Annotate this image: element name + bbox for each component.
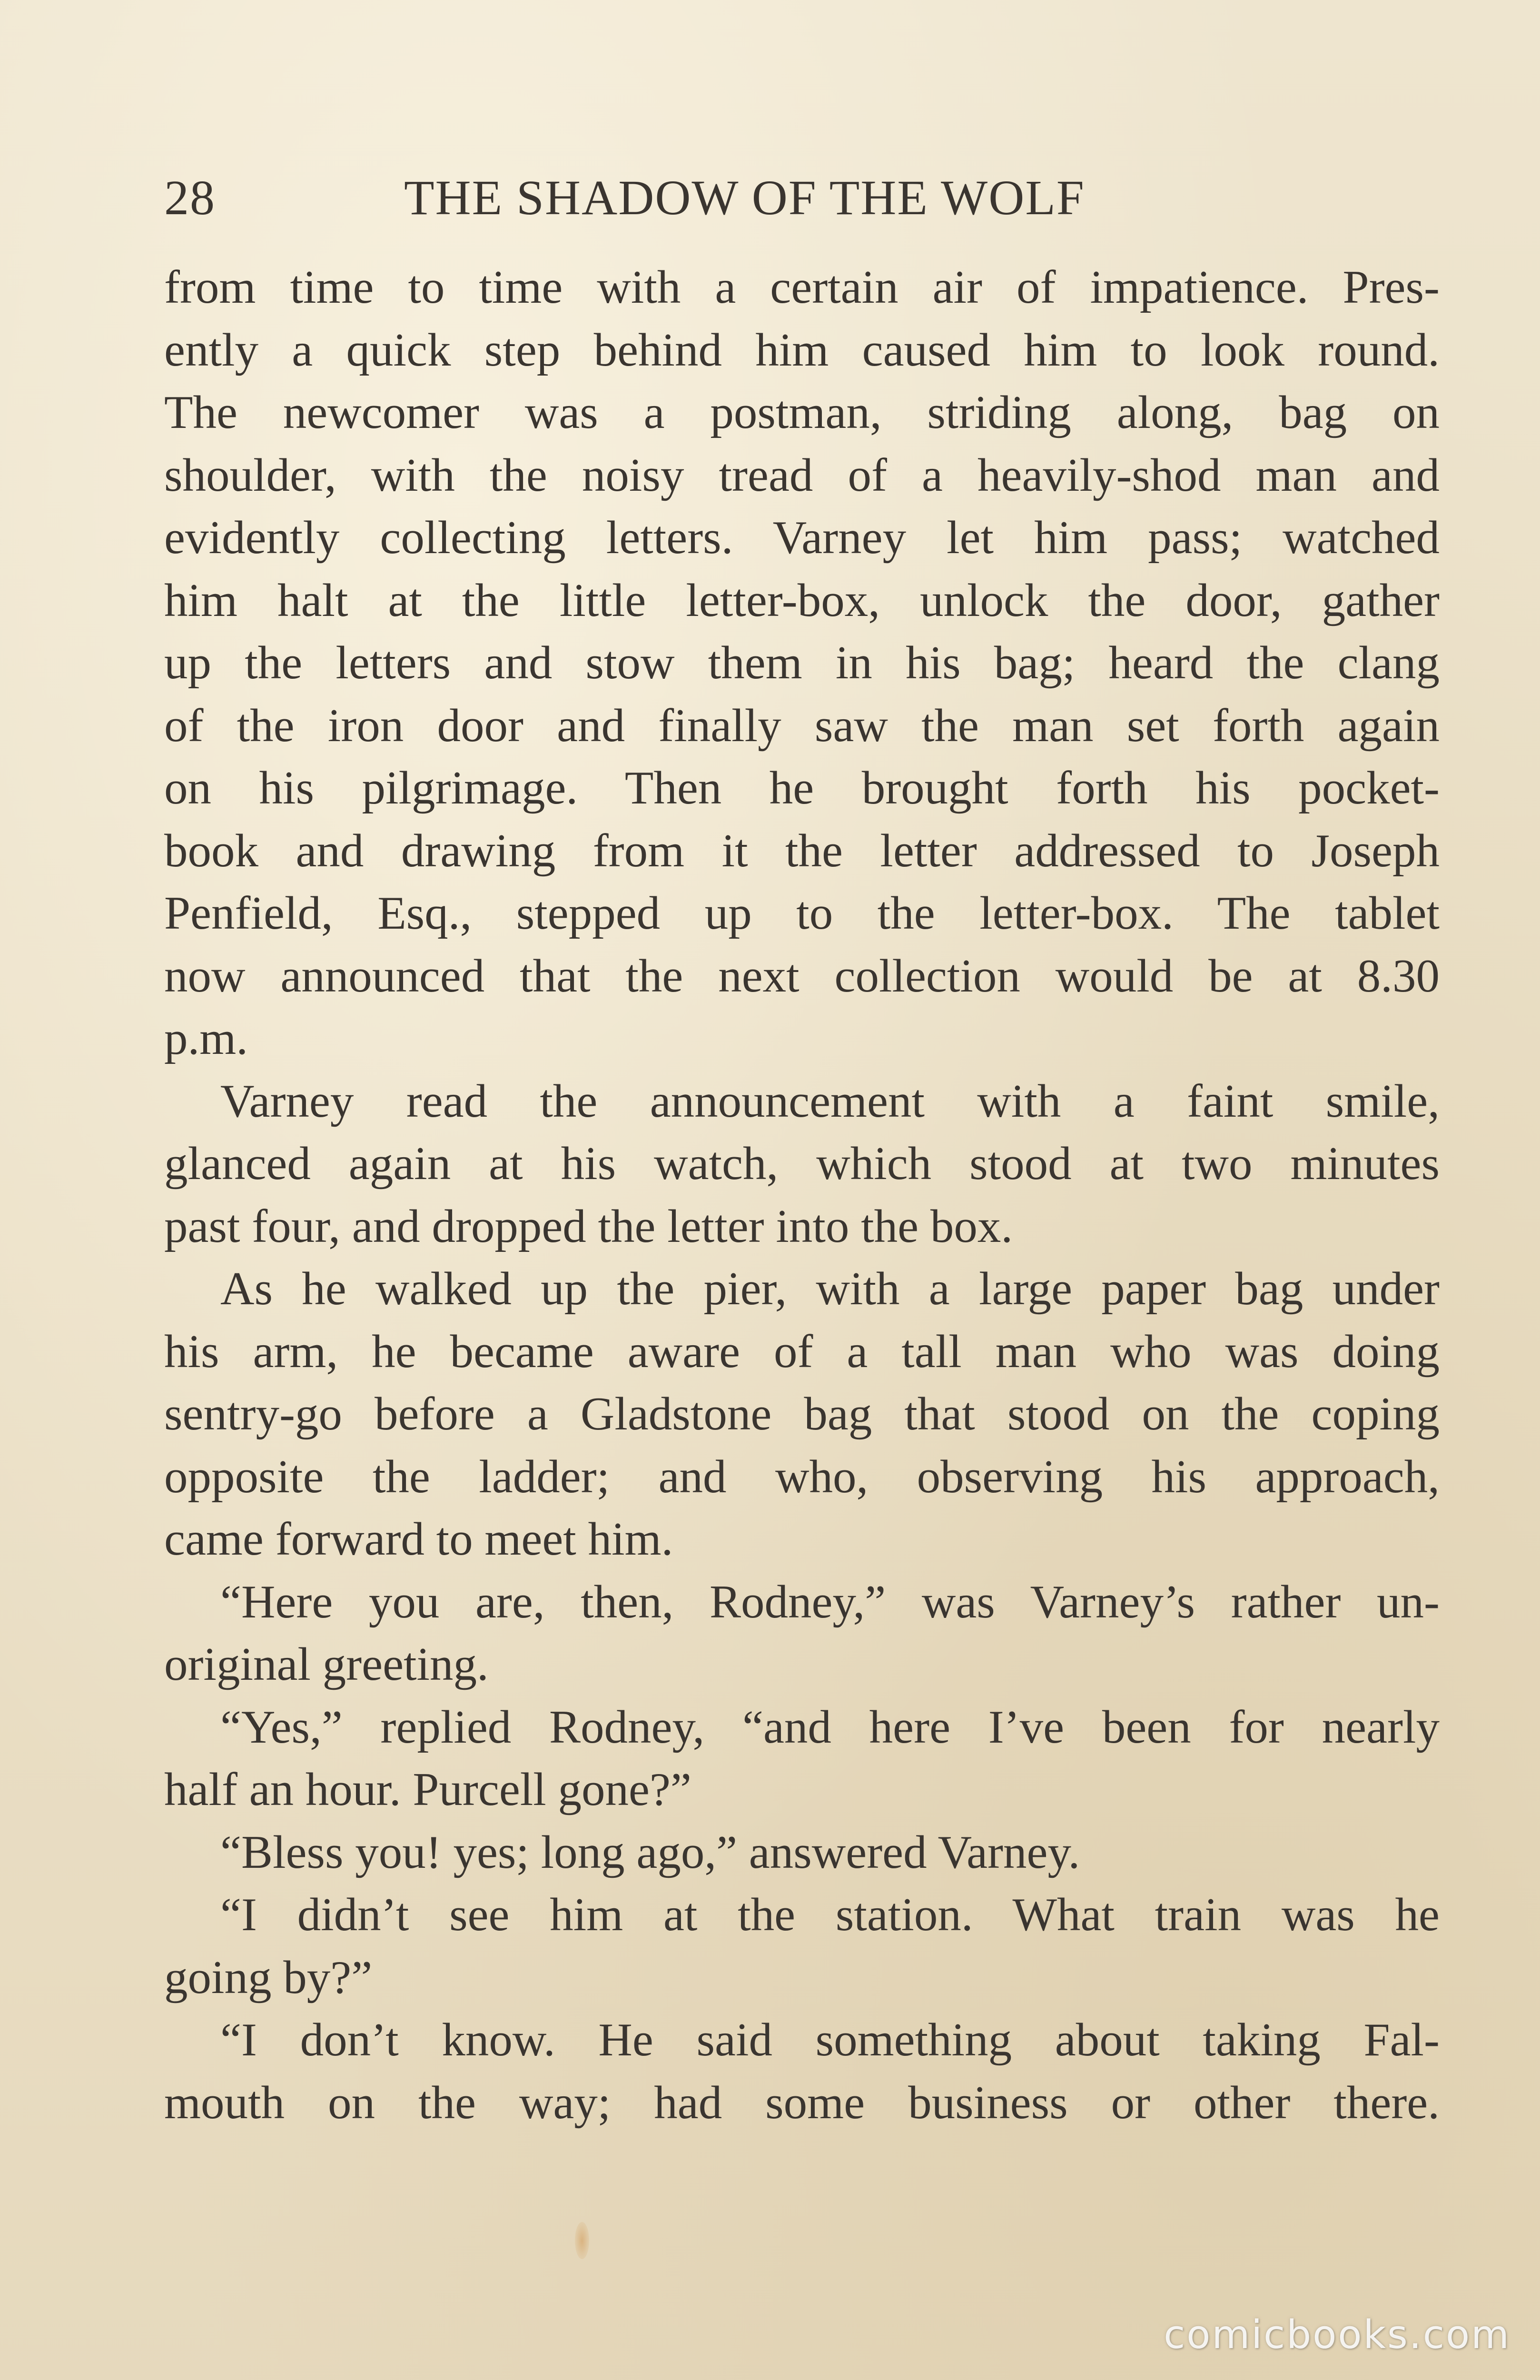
text-line: Varney read the announcement with a faint smile, <box>220 1075 1440 1127</box>
text-line: book and drawing from it the letter addressed to Joseph <box>164 824 1440 877</box>
body-text <box>164 256 1440 2134</box>
text-line: sentry-go before a Gladstone bag that stood on the coping <box>164 1388 1440 1440</box>
text-line: “I didn’t see him at the station. What train was he <box>220 1889 1440 1941</box>
text-line: original greeting. <box>164 1638 489 1690</box>
text-line: up the letters and stow them in his bag; heard the clang <box>164 637 1440 689</box>
text-line: of the iron door and finally saw the man set forth again <box>164 699 1440 752</box>
text-line: glanced again at his watch, which stood at two minutes <box>164 1138 1440 1190</box>
text-line: past four, and dropped the letter into the box. <box>164 1200 1013 1252</box>
text-line: evidently collecting letters. Varney let him pass; watched <box>164 512 1440 564</box>
text-line: ently a quick step behind him caused him to look round. <box>164 324 1440 376</box>
page-number: 28 <box>164 170 216 225</box>
text-line: “Yes,” replied Rodney, “and here I’ve been for nearly <box>220 1701 1440 1753</box>
text-line: “I don’t know. He said something about taking Fal- <box>220 2014 1440 2066</box>
paper-stain <box>575 2222 589 2259</box>
text-line: on his pilgrimage. Then he brought forth his pocket- <box>164 762 1440 814</box>
text-line: The newcomer was a postman, striding along, bag on <box>164 387 1440 438</box>
text-line: him halt at the little letter-box, unlock the door, gather <box>164 574 1440 626</box>
text-line: mouth on the way; had some business or other there. <box>164 2076 1440 2129</box>
text-line: As he walked up the pier, with a large paper bag under <box>220 1263 1440 1315</box>
running-head <box>164 165 1440 231</box>
text-line: Penfield, Esq., stepped up to the letter-box. The tablet <box>164 887 1440 939</box>
book-title-header: THE SHADOW OF THE WOLF <box>404 170 1085 225</box>
text-line: going by?” <box>164 1951 373 2003</box>
source-watermark: comicbooks.com <box>1164 2312 1510 2358</box>
text-line: opposite the ladder; and who, observing his approach, <box>164 1450 1440 1503</box>
text-line: half an hour. Purcell gone?” <box>164 1764 691 1815</box>
text-line: came forward to meet him. <box>164 1513 673 1565</box>
text-line: p.m. <box>164 1012 248 1064</box>
text-line: from time to time with a certain air of impatience. Pres- <box>164 261 1440 313</box>
text-line: shoulder, with the noisy tread of a heavily-shod man and <box>164 449 1440 501</box>
text-line: “Here you are, then, Rodney,” was Varney’s rather un- <box>220 1576 1440 1628</box>
text-line: now announced that the next collection would be at 8.30 <box>164 950 1440 1002</box>
text-line: “Bless you! yes; long ago,” answered Varney. <box>220 1826 1080 1878</box>
text-line: his arm, he became aware of a tall man who was doing <box>164 1325 1440 1378</box>
